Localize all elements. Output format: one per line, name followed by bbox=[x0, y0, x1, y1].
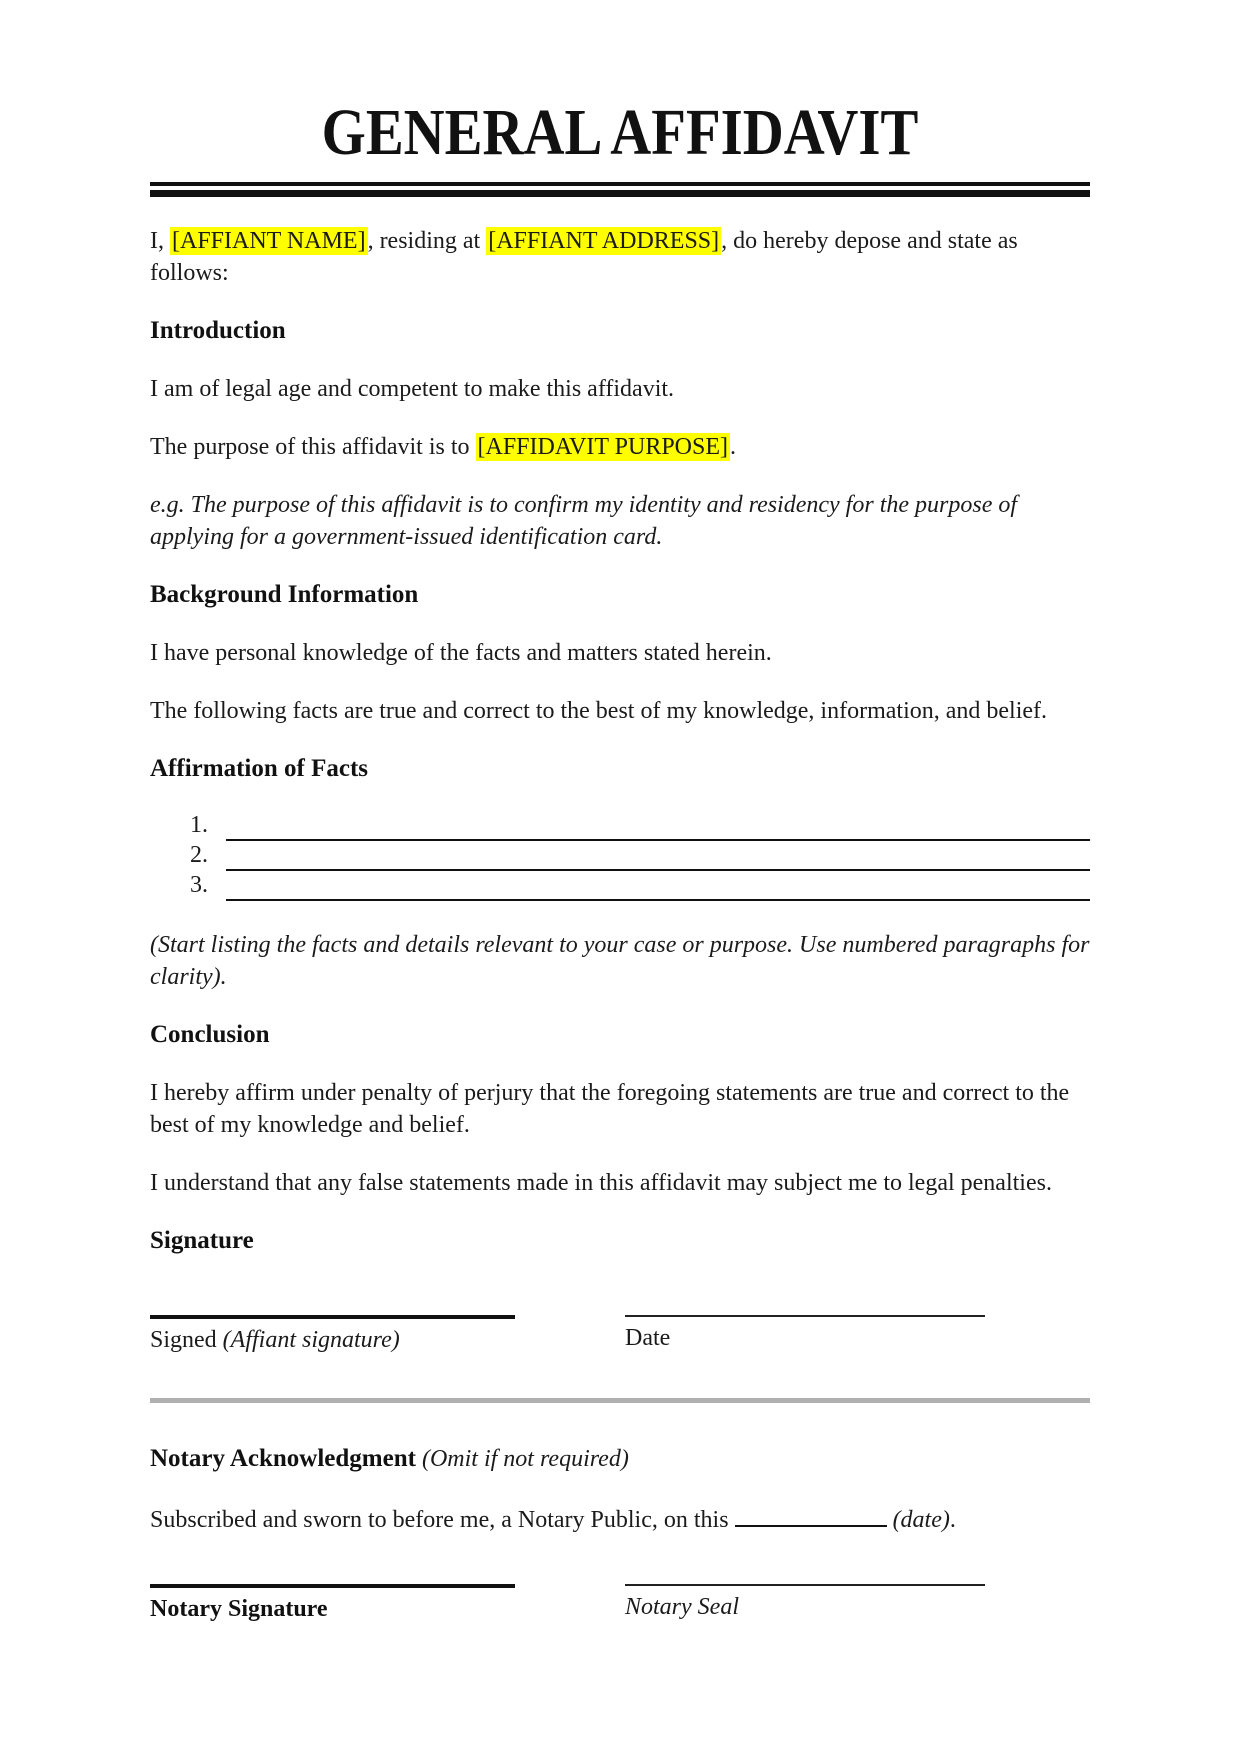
true-correct-paragraph: The following facts are true and correct to the best of my knowledge, information, and belief. bbox=[150, 698, 1048, 724]
date-label: Date bbox=[625, 1325, 671, 1351]
notary-date-blank[interactable] bbox=[735, 1501, 887, 1527]
legal-age-paragraph: I am of legal age and competent to make this affidavit. bbox=[150, 376, 675, 402]
sworn-date-note: (date) bbox=[892, 1507, 950, 1533]
affiant-signature-column bbox=[150, 1315, 515, 1356]
purpose-post-text: . bbox=[730, 434, 736, 460]
section-heading-affirmation: Affirmation of Facts bbox=[150, 755, 368, 782]
affidavit-purpose-placeholder[interactable]: [AFFIDAVIT PURPOSE] bbox=[477, 434, 728, 460]
notary-signature-block bbox=[150, 1584, 1090, 1625]
affiant-address-placeholder[interactable]: [AFFIANT ADDRESS] bbox=[488, 228, 720, 254]
fact-number-1: 1. bbox=[190, 812, 208, 838]
section-divider bbox=[150, 1398, 1090, 1403]
fact-blank-line-1[interactable] bbox=[226, 813, 1090, 841]
notary-seal-label: Notary Seal bbox=[625, 1594, 739, 1620]
sworn-paragraph bbox=[150, 1501, 1090, 1536]
notary-signature-column bbox=[150, 1584, 515, 1625]
fact-blank-line-3[interactable] bbox=[226, 873, 1090, 901]
purpose-paragraph bbox=[150, 431, 1090, 463]
section-heading-conclusion: Conclusion bbox=[150, 1021, 270, 1048]
section-heading-background: Background Information bbox=[150, 581, 419, 608]
purpose-pre-text: The purpose of this affidavit is to bbox=[150, 434, 476, 460]
fact-number-2: 2. bbox=[190, 842, 208, 868]
purpose-example-note: e.g. The purpose of this affidavit is to confirm my identity and residency for the purpose of applying for a government-issued identification card. bbox=[150, 492, 1018, 550]
section-heading-introduction: Introduction bbox=[150, 317, 286, 344]
fact-blank-line-2[interactable] bbox=[226, 843, 1090, 871]
signature-block bbox=[150, 1315, 1090, 1356]
document-title: GENERAL AFFIDAVIT bbox=[321, 96, 919, 169]
opening-post-text: , do hereby depose and state as follows: bbox=[150, 228, 1018, 286]
notary-signature-label: Notary Signature bbox=[150, 1596, 328, 1622]
personal-knowledge-paragraph: I have personal knowledge of the facts and matters stated herein. bbox=[150, 640, 772, 666]
section-heading-notary: Notary Acknowledgment bbox=[150, 1445, 416, 1472]
false-statements-paragraph: I understand that any false statements made in this affidavit may subject me to legal penalties. bbox=[150, 1170, 1052, 1196]
sworn-pre-text: Subscribed and sworn to before me, a Notary Public, on this bbox=[150, 1507, 729, 1533]
facts-instruction-note: (Start listing the facts and details relevant to your case or purpose. Use numbered paragraphs for clarity). bbox=[150, 932, 1090, 990]
fact-row-3 bbox=[150, 871, 1090, 901]
section-heading-signature: Signature bbox=[150, 1227, 254, 1254]
fact-row-2 bbox=[150, 841, 1090, 871]
sworn-end-text: . bbox=[949, 1507, 956, 1533]
date-column bbox=[625, 1315, 985, 1356]
signed-label-text: Signed bbox=[150, 1327, 223, 1353]
notary-heading-note: (Omit if not required) bbox=[421, 1446, 629, 1472]
facts-list bbox=[150, 811, 1090, 901]
title-divider bbox=[150, 182, 1090, 197]
notary-heading-row bbox=[150, 1443, 1090, 1475]
fact-row-1 bbox=[150, 811, 1090, 841]
opening-mid-text: , residing at bbox=[367, 228, 487, 254]
perjury-paragraph: I hereby affirm under penalty of perjury that the foregoing statements are true and correct to the best of my knowledge and belief. bbox=[150, 1080, 1070, 1138]
affiant-signature-label bbox=[150, 1319, 515, 1356]
opening-paragraph bbox=[150, 225, 1090, 289]
fact-number-3: 3. bbox=[190, 872, 208, 898]
opening-pre-text: I, bbox=[150, 228, 170, 254]
affiant-signature-sublabel: (Affiant signature) bbox=[222, 1327, 400, 1353]
notary-seal-column bbox=[625, 1584, 985, 1625]
affiant-name-placeholder[interactable]: [AFFIANT NAME] bbox=[172, 228, 366, 254]
